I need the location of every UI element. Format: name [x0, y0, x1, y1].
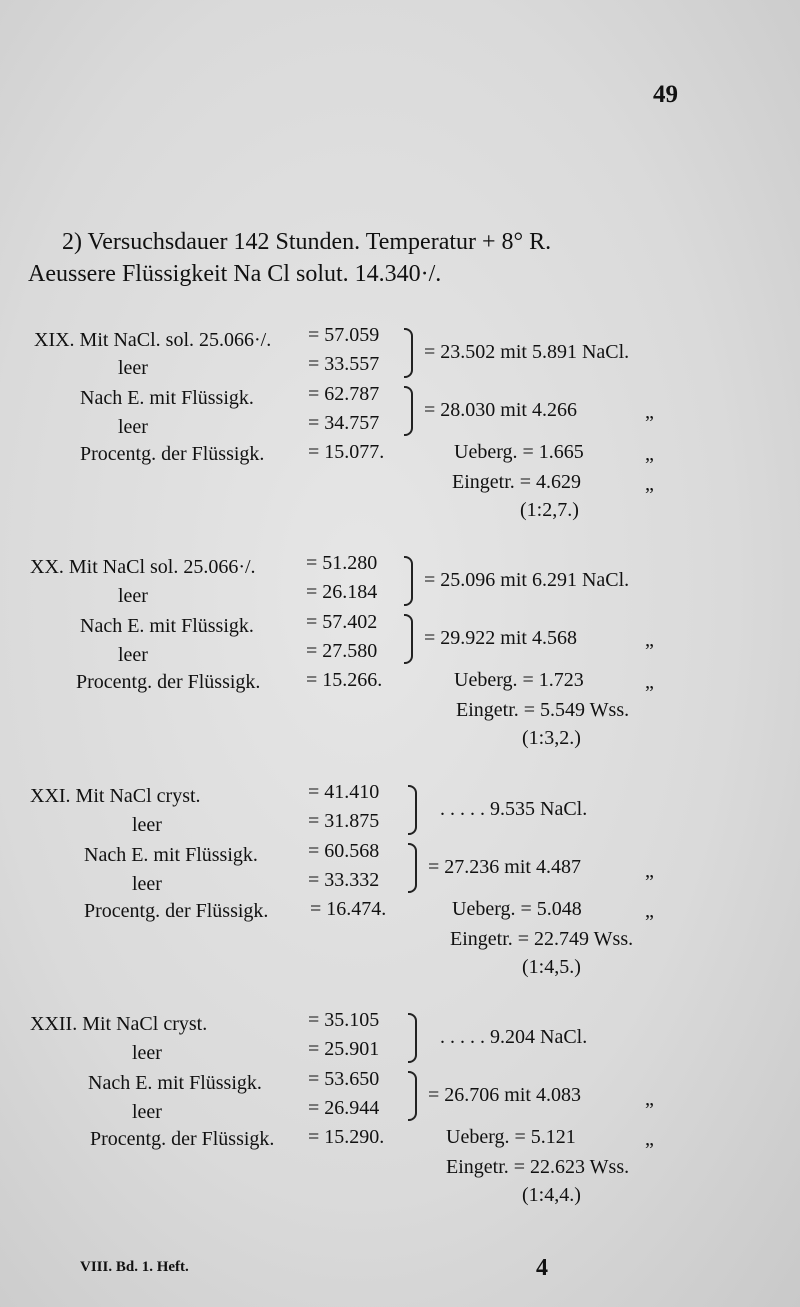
ueberg-line: Ueberg. = 5.048: [452, 898, 582, 920]
row-label: XIX. Mit NaCl. sol. 25.066·/.: [34, 329, 272, 351]
row-label: Nach E. mit Flüssigk.: [84, 844, 258, 866]
brace: [408, 1013, 417, 1063]
brace: [408, 1071, 417, 1121]
row-value: = 53.650: [308, 1068, 380, 1090]
result-line: = 27.236 mit 4.487: [428, 856, 581, 878]
row-label: leer: [132, 873, 162, 895]
brace: [404, 386, 413, 436]
ditto-mark: „: [645, 671, 654, 693]
row-value: = 27.580: [306, 640, 378, 662]
ditto-mark: „: [645, 629, 654, 651]
row-value: = 26.184: [306, 581, 378, 603]
row-label: XXII. Mit NaCl cryst.: [30, 1013, 208, 1035]
ratio: (1:3,2.): [522, 727, 581, 749]
eingetr-line: Eingetr. = 22.623 Wss.: [446, 1156, 630, 1178]
row-value: = 62.787: [308, 383, 380, 405]
row-label: leer: [118, 416, 148, 438]
ditto-mark: „: [645, 1128, 654, 1150]
brace: [404, 614, 413, 664]
ditto-mark: „: [645, 860, 654, 882]
row-value: = 26.944: [308, 1097, 380, 1119]
row-value: = 60.568: [308, 840, 380, 862]
ditto-mark: „: [645, 443, 654, 465]
row-label: leer: [118, 585, 148, 607]
row-label: leer: [132, 814, 162, 836]
row-label: leer: [118, 357, 148, 379]
ditto-mark: „: [645, 473, 654, 495]
row-value: = 34.757: [308, 412, 380, 434]
ratio: (1:4,5.): [522, 956, 581, 978]
row-value: = 57.059: [308, 324, 380, 346]
row-label: Procentg. der Flüssigk.: [80, 443, 265, 465]
signature-mark: 4: [536, 1255, 548, 1281]
brace: [408, 785, 417, 835]
heading-line-2: Aeussere Flüssigkeit Na Cl solut. 14.340·/.: [28, 261, 442, 287]
row-value: = 41.410: [308, 781, 380, 803]
row-value: = 35.105: [308, 1009, 380, 1031]
row-label: leer: [132, 1042, 162, 1064]
ditto-mark: „: [645, 900, 654, 922]
ratio: (1:2,7.): [520, 499, 579, 521]
row-value: = 15.290.: [308, 1126, 385, 1148]
row-label: leer: [132, 1101, 162, 1123]
ratio: (1:4,4.): [522, 1184, 581, 1206]
brace: [404, 556, 413, 606]
row-label: Procentg. der Flüssigk.: [90, 1128, 275, 1150]
result-line: . . . . . 9.535 NaCl.: [440, 798, 588, 820]
row-value: = 51.280: [306, 552, 378, 574]
result-line: = 26.706 mit 4.083: [428, 1084, 581, 1106]
brace: [408, 843, 417, 893]
eingetr-line: Eingetr. = 4.629: [452, 471, 582, 493]
row-value: = 33.332: [308, 869, 380, 891]
page-number: 49: [653, 81, 678, 108]
row-label: Procentg. der Flüssigk.: [84, 900, 269, 922]
row-label: Nach E. mit Flüssigk.: [80, 615, 254, 637]
ditto-mark: „: [645, 401, 654, 423]
row-value: = 57.402: [306, 611, 378, 633]
eingetr-line: Eingetr. = 22.749 Wss.: [450, 928, 634, 950]
row-label: Procentg. der Flüssigk.: [76, 671, 261, 693]
row-value: = 15.266.: [306, 669, 383, 691]
row-label: XXI. Mit NaCl cryst.: [30, 785, 201, 807]
row-label: leer: [118, 644, 148, 666]
ueberg-line: Ueberg. = 5.121: [446, 1126, 576, 1148]
row-value: = 16.474.: [310, 898, 387, 920]
result-line: = 23.502 mit 5.891 NaCl.: [424, 341, 630, 363]
row-value: = 25.901: [308, 1038, 380, 1060]
row-label: Nach E. mit Flüssigk.: [88, 1072, 262, 1094]
ueberg-line: Ueberg. = 1.665: [454, 441, 584, 463]
ueberg-line: Ueberg. = 1.723: [454, 669, 584, 691]
row-label: Nach E. mit Flüssigk.: [80, 387, 254, 409]
brace: [404, 328, 413, 378]
eingetr-line: Eingetr. = 5.549 Wss.: [456, 699, 630, 721]
ditto-mark: „: [645, 1088, 654, 1110]
row-value: = 15.077.: [308, 441, 385, 463]
result-line: = 29.922 mit 4.568: [424, 627, 577, 649]
result-line: = 28.030 mit 4.266: [424, 399, 577, 421]
row-label: XX. Mit NaCl sol. 25.066·/.: [30, 556, 256, 578]
heading-line-1: 2) Versuchsdauer 142 Stunden. Temperatur + 8° R.: [62, 229, 552, 255]
row-value: = 33.557: [308, 353, 380, 375]
result-line: . . . . . 9.204 NaCl.: [440, 1026, 588, 1048]
footer-volume-info: VIII. Bd. 1. Heft.: [80, 1259, 189, 1275]
row-value: = 31.875: [308, 810, 380, 832]
result-line: = 25.096 mit 6.291 NaCl.: [424, 569, 630, 591]
